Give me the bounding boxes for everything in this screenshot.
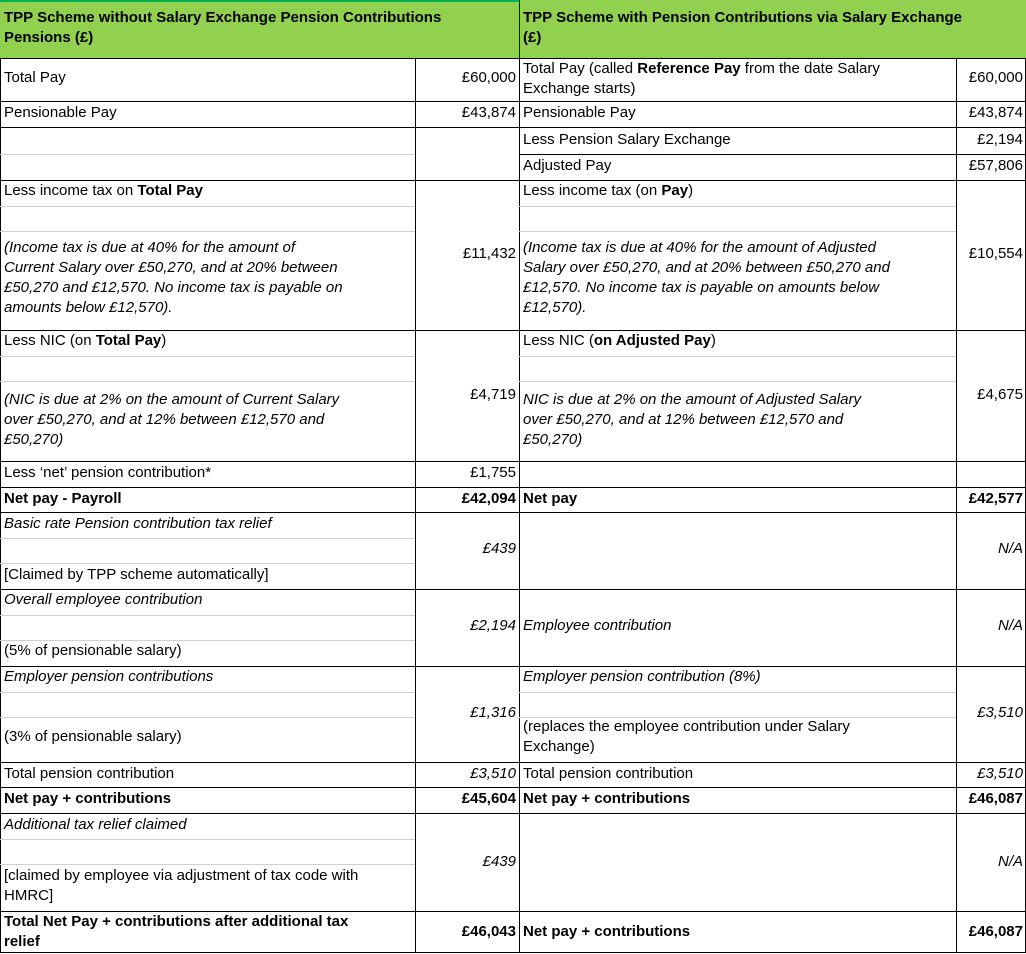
cell-total-pension-right-value[interactable]: £3,510 bbox=[977, 765, 1023, 782]
cell-adjusted-pay-value[interactable]: £57,806 bbox=[968, 157, 1023, 174]
cell-nic-left-value[interactable]: £4,719 bbox=[470, 386, 516, 403]
cell-employer-contribution-value[interactable]: £1,316 bbox=[470, 704, 516, 721]
header-left-title: TPP Scheme without Salary Exchange Pension Contributions Pensions (£) bbox=[4, 9, 442, 46]
cell-income-tax-right-label[interactable]: Less income tax (on Pay) bbox=[523, 182, 694, 199]
cell-pensionable-pay-left-value[interactable]: £43,874 bbox=[461, 104, 516, 121]
cell-total-pension-label[interactable]: Total pension contribution bbox=[4, 765, 175, 782]
cell-total-pay-left-value[interactable]: £60,000 bbox=[461, 69, 516, 86]
cell-employer-contribution-right-note[interactable]: (replaces the employee contribution under Salary Exchange) bbox=[523, 718, 850, 755]
cell-employer-contribution-label[interactable]: Employer pension contributions bbox=[4, 668, 214, 685]
cell-pensionable-pay-label[interactable]: Pensionable Pay bbox=[4, 104, 117, 121]
cell-nic-right-value[interactable]: £4,675 bbox=[977, 386, 1023, 403]
cell-total-pension-left-value[interactable]: £3,510 bbox=[470, 765, 516, 782]
cell-net-plus-right-value[interactable]: £46,087 bbox=[968, 790, 1023, 807]
cell-net-plus-label[interactable]: Net pay + contributions bbox=[4, 790, 172, 807]
cell-net-pension-label[interactable]: Less ‘net’ pension contribution* bbox=[4, 464, 212, 481]
cell-net-pension-value[interactable]: £1,755 bbox=[470, 464, 516, 481]
cell-income-tax-label[interactable]: Less income tax on Total Pay bbox=[4, 182, 203, 199]
cell-employee-contribution-right-label[interactable]: Employee contribution bbox=[523, 617, 672, 634]
cell-employee-contribution-label[interactable]: Overall employee contribution bbox=[4, 591, 203, 608]
cell-nic-right-label[interactable]: Less NIC (on Adjusted Pay) bbox=[523, 332, 716, 349]
cell-total-pay-label[interactable]: Total Pay bbox=[4, 69, 66, 86]
cell-final-total-right-label[interactable]: Net pay + contributions bbox=[523, 923, 691, 940]
cell-basic-relief-value[interactable]: £439 bbox=[482, 540, 516, 557]
cell-total-pension-right-label[interactable]: Total pension contribution bbox=[523, 765, 694, 782]
header-right-title: TPP Scheme with Pension Contributions via Salary Exchange (£) bbox=[523, 9, 963, 46]
cell-pensionable-pay-right-label[interactable]: Pensionable Pay bbox=[523, 104, 636, 121]
cell-salary-exchange-value[interactable]: £2,194 bbox=[977, 131, 1023, 148]
cell-final-total-label[interactable]: Total Net Pay + contributions after additional tax relief bbox=[4, 913, 349, 950]
cell-basic-relief-right-value[interactable]: N/A bbox=[997, 540, 1023, 557]
cell-net-pay-right-label[interactable]: Net pay bbox=[523, 490, 578, 507]
cell-net-pay-label[interactable]: Net pay - Payroll bbox=[4, 490, 122, 507]
header-left-cell[interactable] bbox=[0, 0, 519, 58]
cell-total-pay-right-value[interactable]: £60,000 bbox=[968, 69, 1023, 86]
cell-employer-contribution-right-value[interactable]: £3,510 bbox=[977, 704, 1023, 721]
header-right-cell[interactable] bbox=[519, 0, 1026, 58]
cell-net-pay-right-value[interactable]: £42,577 bbox=[968, 490, 1023, 507]
cell-income-tax-right-note[interactable]: (Income tax is due at 40% for the amount of Adjusted Salary over £50,270, and at 20% between £50,270 and £12,570. No income tax is payable on amounts below £12,570). bbox=[523, 239, 890, 316]
cell-additional-relief-label[interactable]: Additional tax relief claimed bbox=[4, 816, 187, 833]
cell-basic-relief-note[interactable]: [Claimed by TPP scheme automatically] bbox=[4, 566, 269, 583]
cell-salary-exchange-label[interactable]: Less Pension Salary Exchange bbox=[523, 131, 731, 148]
cell-pensionable-pay-right-value[interactable]: £43,874 bbox=[968, 104, 1023, 121]
cell-nic-label[interactable]: Less NIC (on Total Pay) bbox=[4, 332, 167, 349]
cell-additional-relief-note[interactable]: [claimed by employee via adjustment of tax code with HMRC] bbox=[4, 867, 359, 904]
cell-basic-relief-label[interactable]: Basic rate Pension contribution tax relief bbox=[4, 515, 272, 532]
cell-income-tax-right-value[interactable]: £10,554 bbox=[968, 245, 1023, 262]
cell-final-total-left-value[interactable]: £46,043 bbox=[461, 923, 516, 940]
cell-net-plus-left-value[interactable]: £45,604 bbox=[461, 790, 516, 807]
cell-nic-note[interactable]: (NIC is due at 2% on the amount of Current Salary over £50,270, and at 12% between £12,570 and £50,270) bbox=[4, 391, 340, 448]
cell-additional-relief-right-value[interactable]: N/A bbox=[997, 853, 1023, 870]
cell-adjusted-pay-label[interactable]: Adjusted Pay bbox=[523, 157, 612, 174]
cell-nic-right-note[interactable]: NIC is due at 2% on the amount of Adjusted Salary over £50,270, and at 12% between £12,570 and £50,270) bbox=[523, 391, 861, 448]
cell-employer-contribution-note[interactable]: (3% of pensionable salary) bbox=[4, 728, 182, 745]
cell-employee-contribution-note[interactable]: (5% of pensionable salary) bbox=[4, 642, 182, 659]
cell-net-plus-right-label[interactable]: Net pay + contributions bbox=[523, 790, 691, 807]
cell-income-tax-note[interactable]: (Income tax is due at 40% for the amount of Current Salary over £50,270, and at 20% between £50,270 and £12,570. No income tax is payable on amounts below £12,570). bbox=[4, 239, 343, 316]
cell-total-pay-right-label[interactable]: Total Pay (called Reference Pay from the date Salary Exchange starts) bbox=[523, 60, 880, 97]
cell-employer-contribution-right-label[interactable]: Employer pension contribution (8%) bbox=[523, 668, 761, 685]
cell-net-pay-left-value[interactable]: £42,094 bbox=[461, 490, 516, 507]
cell-final-total-right-value[interactable]: £46,087 bbox=[968, 923, 1023, 940]
cell-income-tax-left-value[interactable]: £11,432 bbox=[462, 245, 516, 262]
cell-employee-contribution-value[interactable]: £2,194 bbox=[470, 617, 516, 634]
cell-additional-relief-value[interactable]: £439 bbox=[482, 853, 516, 870]
cell-employee-contribution-right-value[interactable]: N/A bbox=[997, 617, 1023, 634]
